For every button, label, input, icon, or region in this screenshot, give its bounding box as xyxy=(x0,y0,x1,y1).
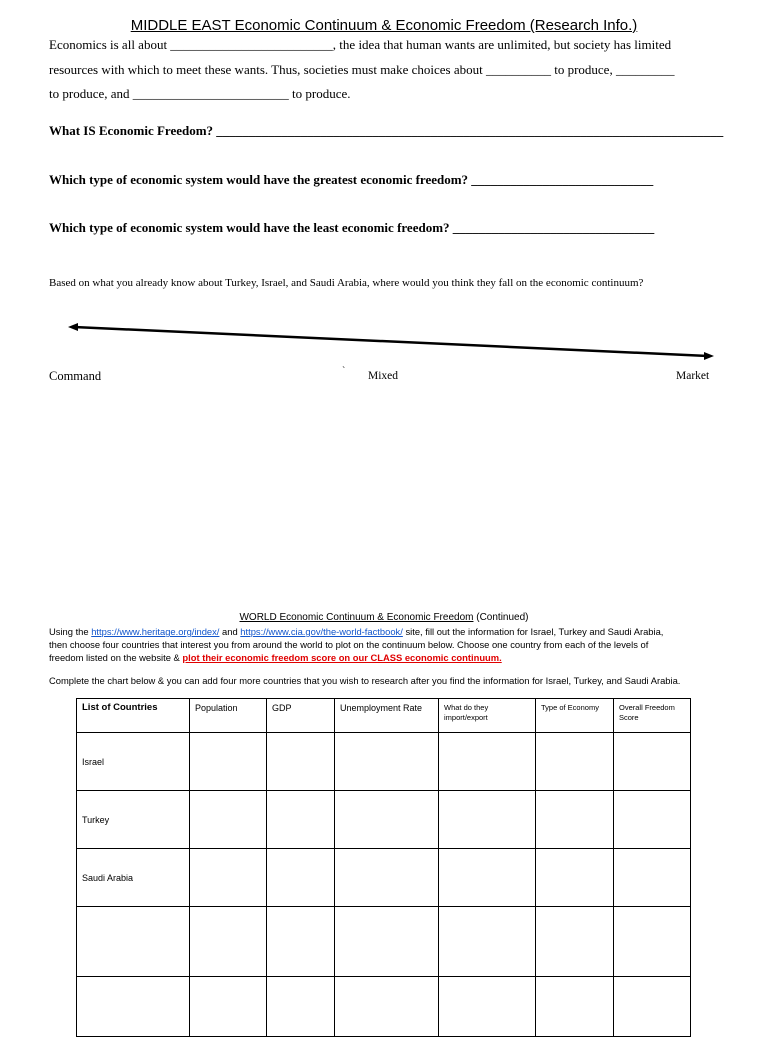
table-cell[interactable] xyxy=(439,791,536,849)
row-country-name: Saudi Arabia xyxy=(77,849,190,907)
table-header-row xyxy=(77,699,691,733)
table-cell[interactable] xyxy=(439,849,536,907)
table-cell[interactable] xyxy=(267,977,335,1037)
continuum-arrow xyxy=(0,0,768,400)
header-overall-freedom-score: Overall Freedom Score xyxy=(614,699,691,733)
row-country-name: Israel xyxy=(77,733,190,791)
chart-instruction: Complete the chart below & you can add four more countries that you wish to research after you find the information for Israel, Turkey, and Saudi Arabia. xyxy=(49,675,681,686)
table-cell[interactable] xyxy=(536,977,614,1037)
question-greatest-freedom: Which type of economic system would have the greatest economic freedom? ____________________________ xyxy=(49,172,654,187)
table-cell[interactable] xyxy=(536,791,614,849)
instructions-text: and xyxy=(219,626,241,637)
table-cell[interactable] xyxy=(614,733,691,791)
world-section-title xyxy=(0,612,768,623)
table-cell[interactable] xyxy=(190,849,267,907)
table-cell[interactable] xyxy=(536,907,614,977)
table-cell[interactable] xyxy=(267,849,335,907)
table-cell[interactable] xyxy=(614,977,691,1037)
header-population: Population xyxy=(190,699,267,733)
header-gdp: GDP xyxy=(267,699,335,733)
intro-line-3: to produce, and ________________________ to produce. xyxy=(49,86,351,101)
question-least-freedom: Which type of economic system would have the least economic freedom? _______________________________ xyxy=(49,220,655,235)
header-list-of-countries: List of Countries xyxy=(77,699,190,733)
intro-line-1: Economics is all about _________________________, the idea that human wants are unlimited, but society has limited xyxy=(49,37,672,52)
table-row xyxy=(77,849,691,907)
continuum-prompt: Based on what you already know about Turkey, Israel, and Saudi Arabia, where would you think they fall on the economic continuum? xyxy=(49,277,644,289)
world-section-title-suffix: (Continued) xyxy=(476,612,529,623)
table-cell[interactable] xyxy=(536,849,614,907)
table-cell[interactable] xyxy=(614,907,691,977)
continuum-tick-mark: ` xyxy=(342,366,346,377)
table-cell[interactable] xyxy=(190,907,267,977)
table-cell[interactable] xyxy=(536,733,614,791)
table-cell[interactable] xyxy=(614,791,691,849)
world-section-title-text: WORLD Economic Continuum & Economic Freedom xyxy=(239,612,474,623)
instructions-line-3 xyxy=(49,652,502,663)
row-country-name[interactable] xyxy=(77,907,190,977)
table-row xyxy=(77,907,691,977)
header-import-export: What do they import/export xyxy=(439,699,536,733)
plot-score-instruction: plot their economic freedom score on our CLASS economic continuum. xyxy=(182,652,502,663)
heritage-link[interactable]: https://www.heritage.org/index/ xyxy=(91,626,220,637)
table-cell[interactable] xyxy=(335,907,439,977)
page-title: MIDDLE EAST Economic Continuum & Economic Freedom (Research Info.) xyxy=(130,17,638,34)
table-cell[interactable] xyxy=(267,791,335,849)
table-cell[interactable] xyxy=(439,977,536,1037)
table-cell[interactable] xyxy=(190,791,267,849)
row-country-name: Turkey xyxy=(77,791,190,849)
header-type-of-economy: Type of Economy xyxy=(536,699,614,733)
table-cell[interactable] xyxy=(190,977,267,1037)
table-cell[interactable] xyxy=(267,733,335,791)
table-cell[interactable] xyxy=(190,733,267,791)
table-row xyxy=(77,791,691,849)
continuum-label-market: Market xyxy=(676,370,710,382)
table-row xyxy=(77,733,691,791)
table-cell[interactable] xyxy=(335,849,439,907)
continuum-label-mixed: Mixed xyxy=(368,370,399,382)
table-cell[interactable] xyxy=(439,733,536,791)
instructions-text: site, fill out the information for Israel, Turkey and Saudi Arabia, xyxy=(402,626,664,637)
header-unemployment-rate: Unemployment Rate xyxy=(335,699,439,733)
table-cell[interactable] xyxy=(335,791,439,849)
row-country-name[interactable] xyxy=(77,977,190,1037)
country-research-table xyxy=(76,698,691,1037)
cia-factbook-link[interactable]: https://www.cia.gov/the-world-factbook/ xyxy=(240,626,403,637)
table-cell[interactable] xyxy=(614,849,691,907)
intro-line-2: resources with which to meet these wants. Thus, societies must make choices about __________ to produce, _________ xyxy=(49,62,675,77)
question-economic-freedom: What IS Economic Freedom? ______________________________________________________________________________ xyxy=(49,123,724,138)
table-cell[interactable] xyxy=(335,977,439,1037)
table-row xyxy=(77,977,691,1037)
table-cell[interactable] xyxy=(267,907,335,977)
table-cell[interactable] xyxy=(439,907,536,977)
table-cell[interactable] xyxy=(335,733,439,791)
instructions-line-1 xyxy=(49,626,663,637)
instructions-line-2: then choose four countries that interest you from around the world to plot on the continuum below. Choose one country from each of the levels of xyxy=(49,639,649,650)
instructions-text: Using the xyxy=(49,626,92,637)
continuum-label-command: Command xyxy=(49,369,102,383)
instructions-text: freedom listed on the website & xyxy=(49,652,183,663)
